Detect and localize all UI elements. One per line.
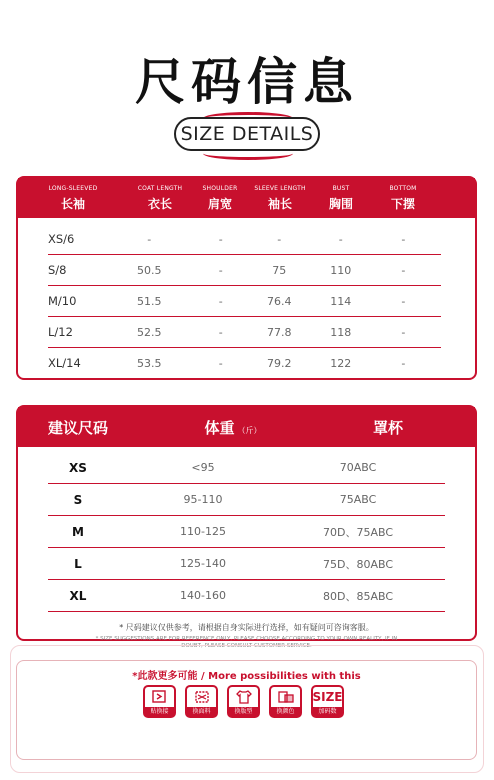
table-row <box>48 317 441 348</box>
suggestion-header <box>18 407 475 447</box>
col-weight-unit: （斤） <box>237 425 262 435</box>
size-cell: L <box>74 556 82 571</box>
option-label: 换面料 <box>187 707 216 716</box>
coat-cell: 51.5 <box>136 294 162 308</box>
size-table-card <box>16 176 477 380</box>
page-title: 尺码信息 <box>135 53 359 111</box>
option-label: 换颜色 <box>271 707 300 716</box>
fabric-icon <box>192 689 212 705</box>
col-en-label: COAT LENGTH <box>137 184 183 192</box>
option-size <box>311 685 344 718</box>
col-en-label: BUST <box>332 184 350 192</box>
col-weight <box>138 417 328 438</box>
weight-cell: <95 <box>191 461 215 474</box>
coat-cell: 53.5 <box>136 356 162 370</box>
bottom-cell: - <box>401 263 406 277</box>
size-cell: M <box>72 524 84 539</box>
col-en-label: LONG-SLEEVED <box>48 184 98 192</box>
size-cell: XS <box>69 460 87 475</box>
size-table-body <box>18 224 475 378</box>
page-subtitle: SIZE DETAILS <box>180 123 314 145</box>
col-cn-label: 长袖 <box>60 196 85 211</box>
col-bust <box>312 178 370 218</box>
col-cn-label: 下摆 <box>390 196 415 211</box>
weight-cell: 125-140 <box>180 557 226 570</box>
col-shoulder <box>192 178 248 218</box>
table-row <box>48 348 441 378</box>
coat-cell: 52.5 <box>136 325 162 339</box>
col-coat-length <box>128 178 192 218</box>
col-sleeve-length <box>248 178 312 218</box>
col-cn-label: 袖长 <box>267 196 292 211</box>
size-cell: L/12 <box>48 325 73 339</box>
col-cn-label: 肩宽 <box>207 196 232 211</box>
shoulder-cell: - <box>218 356 223 370</box>
option-fabric <box>185 685 218 718</box>
shoulder-cell: - <box>218 294 223 308</box>
col-en-label: SLEEVE LENGTH <box>254 184 306 192</box>
table-row <box>48 580 445 612</box>
table-row <box>48 224 441 255</box>
cup-cell: 70D、75ABC <box>322 525 394 539</box>
disclaimer-en: * SIZE SUGGESTIONS ARE FOR REFERENCE ONLY, PLEASE CHOOSE ACCORDING TO YOUR OWN REALITY, IF IN DOUBT, PLEASE CONSULT CUSTOMER SERVICE. <box>95 636 398 649</box>
option-label: 贴换接 <box>145 707 174 716</box>
suggestion-body <box>18 452 475 612</box>
col-cn-label: 胸围 <box>328 196 353 211</box>
bottom-cell: - <box>401 294 406 308</box>
col-suggested-size: 建议尺码 <box>47 418 108 437</box>
bottom-cell: - <box>401 325 406 339</box>
size-cell: XS/6 <box>48 232 75 246</box>
size-icon: SIZE <box>312 690 343 704</box>
title-pill-accent-bottom <box>203 147 293 160</box>
option-shirt <box>227 685 260 718</box>
cup-cell: 75ABC <box>339 493 377 506</box>
option-label: 换版型 <box>229 707 258 716</box>
weight-cell: 110-125 <box>180 525 226 538</box>
coat-cell: 50.5 <box>136 263 162 277</box>
table-row <box>48 452 445 484</box>
sleeve-cell: 75 <box>272 263 287 277</box>
cup-cell: 75D、80ABC <box>322 557 394 571</box>
bust-cell: 110 <box>330 263 352 277</box>
shoulder-cell: - <box>218 325 223 339</box>
weight-cell: 140-160 <box>180 589 226 602</box>
more-options-icons <box>143 685 344 718</box>
table-row <box>48 548 445 580</box>
col-long-sleeved <box>18 178 128 218</box>
cup-cell: 80D、85ABC <box>322 589 394 603</box>
option-color <box>269 685 302 718</box>
bust-cell: 122 <box>330 356 352 370</box>
option-label: 加码数 <box>313 707 342 716</box>
table-row <box>48 286 441 317</box>
col-weight-label: 体重 <box>204 418 235 437</box>
col-en-label: SHOULDER <box>202 184 238 192</box>
patch-swap-icon <box>150 689 170 705</box>
size-cell: S <box>73 492 83 507</box>
size-table-header <box>18 178 475 218</box>
size-cell: XL <box>69 588 87 603</box>
col-cup: 罩杯 <box>372 418 403 437</box>
more-options-title: *此款更多可能 / More possibilities with this <box>132 671 361 682</box>
size-cell: S/8 <box>48 263 67 277</box>
table-row <box>48 255 441 286</box>
sleeve-cell: 76.4 <box>267 294 292 308</box>
bust-cell: - <box>338 232 343 246</box>
table-row <box>48 516 445 548</box>
size-cell: M/10 <box>48 294 77 308</box>
sleeve-cell: 77.8 <box>267 325 292 339</box>
color-icon <box>276 689 296 705</box>
bust-cell: 114 <box>330 294 352 308</box>
cup-cell: 70ABC <box>339 461 377 474</box>
col-en-label: BOTTOM <box>389 184 417 192</box>
col-bottom <box>370 178 436 218</box>
shoulder-cell: - <box>218 263 223 277</box>
sleeve-cell: - <box>277 232 282 246</box>
bottom-cell: - <box>401 356 406 370</box>
shirt-icon <box>234 689 254 705</box>
more-options-card <box>16 660 477 760</box>
disclaimer-cn: * 尺码建议仅供参考，请根据自身实际进行选择，如有疑问可咨询客服。 <box>119 623 374 632</box>
size-cell: XL/14 <box>48 356 81 370</box>
bottom-cell: - <box>401 232 406 246</box>
title-pill <box>174 117 320 151</box>
option-patch-swap <box>143 685 176 718</box>
bust-cell: 118 <box>330 325 352 339</box>
weight-cell: 95-110 <box>183 493 223 506</box>
shoulder-cell: - <box>218 232 223 246</box>
coat-cell: - <box>147 232 152 246</box>
size-suggestion-card <box>16 405 477 649</box>
table-row <box>48 484 445 516</box>
col-cn-label: 衣长 <box>147 196 172 211</box>
sleeve-cell: 79.2 <box>267 356 292 370</box>
